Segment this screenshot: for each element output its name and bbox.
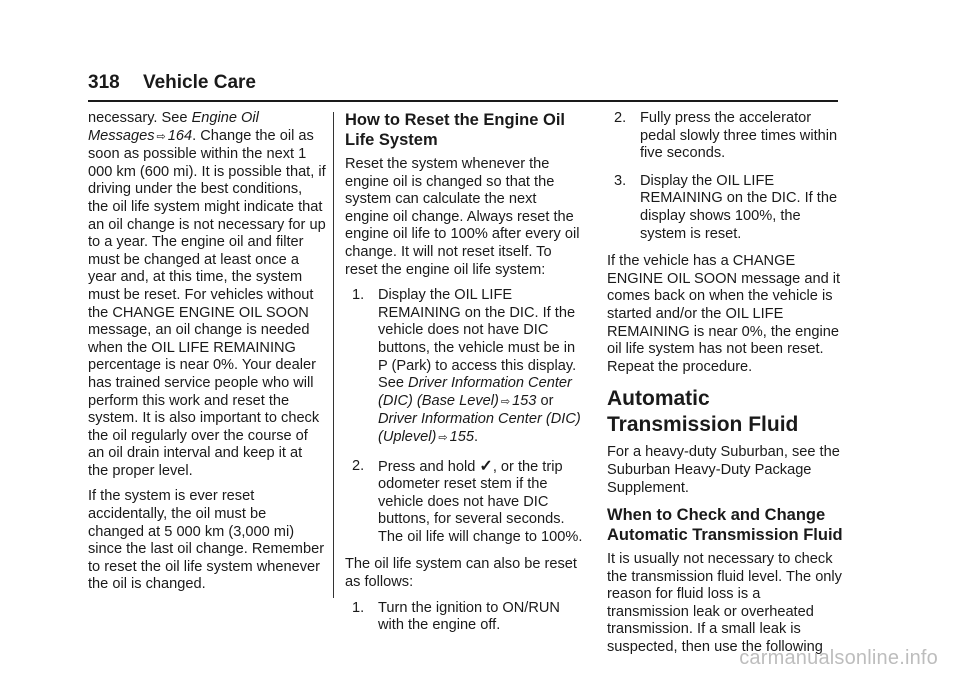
paragraph-reset-accidentally: If the system is ever reset accidentally, the oil must be changed at 5 000 km (3,000 mi) since the last oil change. Remember to reset the oil life system whenever the oil is changed. (88, 488, 325, 593)
checkmark-icon: ✓ (479, 457, 493, 475)
column-2 (345, 110, 583, 645)
paragraph-reset-intro: Reset the system whenever the engine oil is changed so that the system can calculate the next engine oil change. Always reset the engine oil life to 100% after every oil change. It will not reset itself. To reset the engine oil life system: (345, 156, 580, 278)
page-number: 318 (88, 72, 120, 93)
list-item: 2. Fully press the accelerator pedal slowly three times within five seconds. (614, 110, 838, 162)
column-3 (607, 110, 843, 665)
page-header (88, 72, 256, 94)
link-dic-uplevel[interactable]: Driver Information Center (DIC) (Uplevel) (378, 411, 581, 445)
list-item: 1. Display the OIL LIFE REMAINING on the DIC. If the vehicle does not have DIC buttons, the vehicle must be in P (Park) to access this display. See Driver Information Center (DIC) (Base Level) ⇨ 153 or Driver Information Center (DIC) (Uplevel) ⇨ 155. (352, 287, 581, 445)
link-dic-base[interactable]: Driver Information Center (DIC) (Base Level) (378, 375, 572, 409)
heading-automatic-transmission-fluid: Automatic Transmission Fluid (607, 387, 799, 437)
ref-page[interactable]: 153 (512, 392, 537, 409)
header-rule (88, 100, 838, 102)
reference-arrow-icon: ⇨ (156, 130, 166, 143)
ref-page[interactable]: 164 (167, 127, 193, 144)
paragraph-not-reset: If the vehicle has a CHANGE ENGINE OIL SOON message and it comes back on when the vehicle is started and/or the OIL LIFE REMAINING is near 0%, the engine oil life system has not been reset. Repeat the procedure. (607, 253, 841, 375)
column-1 (88, 110, 326, 602)
column-divider (333, 112, 334, 598)
link-engine-oil-messages[interactable]: Engine Oil Messages (88, 110, 259, 144)
list-item: 2. Press and hold ✓, or the trip odometer reset stem if the vehicle does not have DIC buttons, for several seconds. The oil life will change to 100%. (352, 457, 583, 545)
reference-arrow-icon: ⇨ (438, 431, 448, 444)
heading-when-to-check: When to Check and Change Automatic Transmission Fluid (607, 506, 843, 545)
paragraph-heavy-duty: For a heavy-duty Suburban, see the Suburban Heavy-Duty Package Supplement. (607, 444, 840, 496)
list-item: 1. Turn the ignition to ON/RUN with the engine off. (352, 599, 560, 634)
list-item: 3. Display the OIL LIFE REMAINING on the DIC. If the display shows 100%, the system is reset. (614, 172, 838, 242)
paragraph-alt-reset: The oil life system can also be reset as follows: (345, 556, 577, 591)
paragraph-oil-change: necessary. See Engine Oil Messages ⇨ 164. Change the oil as soon as possible within the next 1 000 km (600 mi). It is possible that, if driving under the best conditions, the oil life system might indicate that an oil change is not necessary for up to a year. The engine oil and filter must be changed at least once a year and, at this time, the system must be reset. For vehicles without the CHANGE ENGINE OIL SOON message, an oil change is needed when the OIL LIFE REMAINING percentage is near 0%. Your dealer has trained service people who will perform this work and reset the system. It is also important to check the oil regularly over the course of an oil drain interval and keep it at the proper level. (88, 110, 326, 479)
reference-arrow-icon: ⇨ (500, 395, 511, 408)
section-title: Vehicle Care (142, 72, 257, 93)
ref-page[interactable]: 155 (449, 428, 474, 445)
paragraph-transmission-check: It is usually not necessary to check the transmission fluid level. The only reason for fluid loss is a transmission leak or overheated transmission. If a small leak is suspected, then use the following (607, 551, 842, 656)
watermark: carmanualsonline.info (739, 647, 938, 669)
heading-reset-oil-life: How to Reset the Engine Oil Life System (345, 111, 566, 149)
